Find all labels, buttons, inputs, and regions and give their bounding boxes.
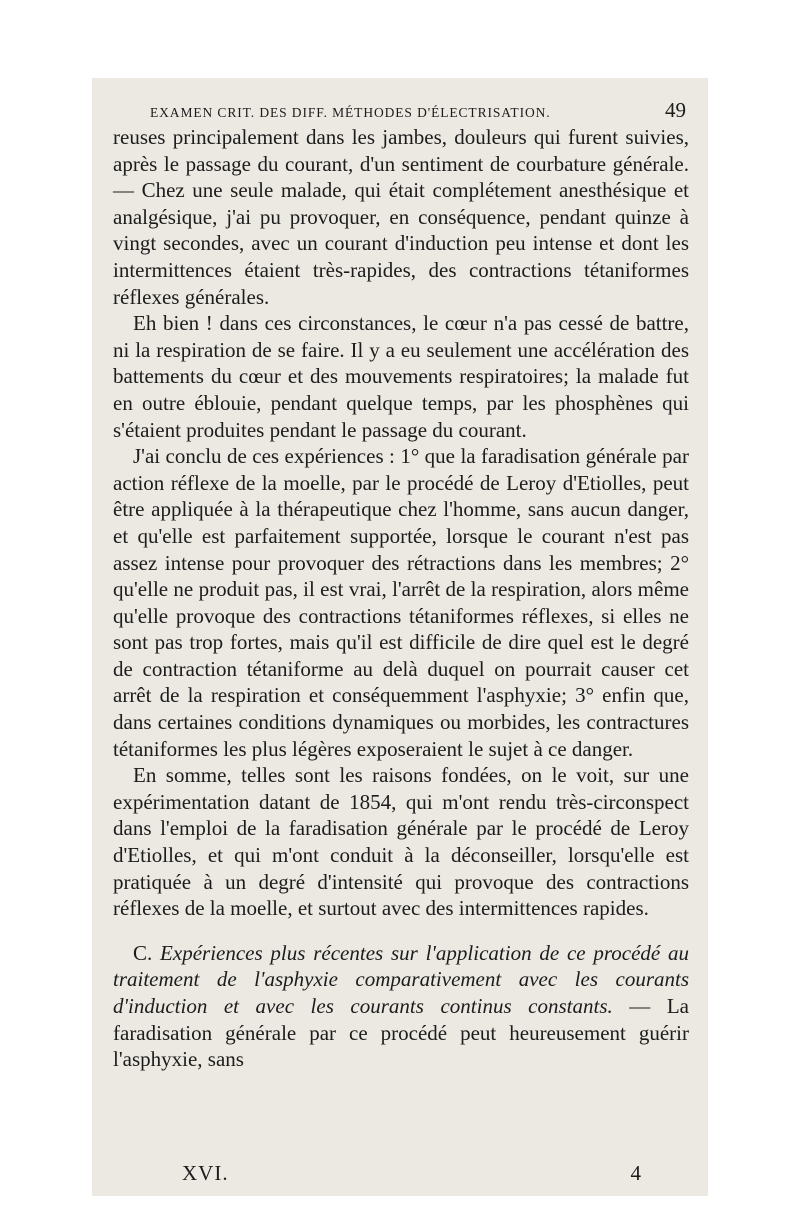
page-body (113, 124, 689, 1073)
signature-mark: XVI. (182, 1161, 229, 1185)
paragraph: En somme, telles sont les raisons fondées, on le voit, sur une expérimentation datant de 1854, qui m'ont rendu très-circonspect dans l'emploi de la faradisation générale par le procédé de Leroy d'Etiolles, et qui m'ont conduit à la déconseiller, lorsqu'elle est pratiquée à un degré d'intensité qui provoque des contractions réflexes de la moelle, et surtout avec des intermittences rapides. (113, 763, 689, 921)
section-label: C. (133, 940, 153, 965)
section-text: — La faradisation générale par ce procédé peut heureusement guérir l'asphyxie, sans (113, 994, 689, 1072)
section-title: Expériences plus récentes sur l'application de ce procédé au traitement de l'asphyxie comparativement avec les courants d'induction et avec les courants continus constants. (113, 940, 689, 1018)
paragraph: reuses principalement dans les jambes, douleurs qui furent suivies, après le passage du courant, d'un sentiment de courbature générale. — Chez une seule malade, qui était complétement anesthésique et analgésique, j'ai pu provoquer, en conséquence, pendant quinze à vingt secondes, avec un courant d'induction peu intense et dont les intermittences étaient très-rapides, des contractions tétaniformes réflexes générales. (113, 125, 689, 309)
paragraph: J'ai conclu de ces expériences : 1° que la faradisation générale par action réflexe de la moelle, par le procédé de Leroy d'Etiolles, peut être appliquée à la thérapeutique chez l'homme, sans aucun danger, et qu'elle est parfaitement supportée, lorsque le courant n'est pas assez intense pour provoquer des rétractions dans les membres; 2° qu'elle ne produit pas, il est vrai, l'arrêt de la respiration, alors même qu'elle provoque des contractions tétaniformes réflexes, si elles ne sont pas trop fortes, mais qu'il est difficile de dire quel est le degré de contraction tétaniforme au delà duquel on pourrait causer cet arrêt de la respiration et conséquemment l'asphyxie; 3° enfin que, dans certaines conditions dynamiques ou morbides, les contractures tétaniformes les plus légères exposeraient le sujet à ce danger. (113, 444, 689, 761)
paragraph: Eh bien ! dans ces circonstances, le cœur n'a pas cessé de battre, ni la respiration de se faire. Il y a eu seulement une accélération des battements du cœur et des mouvements respiratoires; la malade fut en outre éblouie, pendant quelque temps, par les phosphènes qui s'étaient produites pendant le passage du courant. (113, 311, 689, 442)
page-number: 49 (665, 98, 686, 122)
sheet-number: 4 (630, 1161, 642, 1185)
running-title: EXAMEN CRIT. DES DIFF. MÉTHODES D'ÉLECTRISATION. (150, 105, 551, 120)
section-paragraph (113, 940, 689, 1073)
running-header (150, 98, 686, 124)
page-footer (182, 1161, 642, 1186)
